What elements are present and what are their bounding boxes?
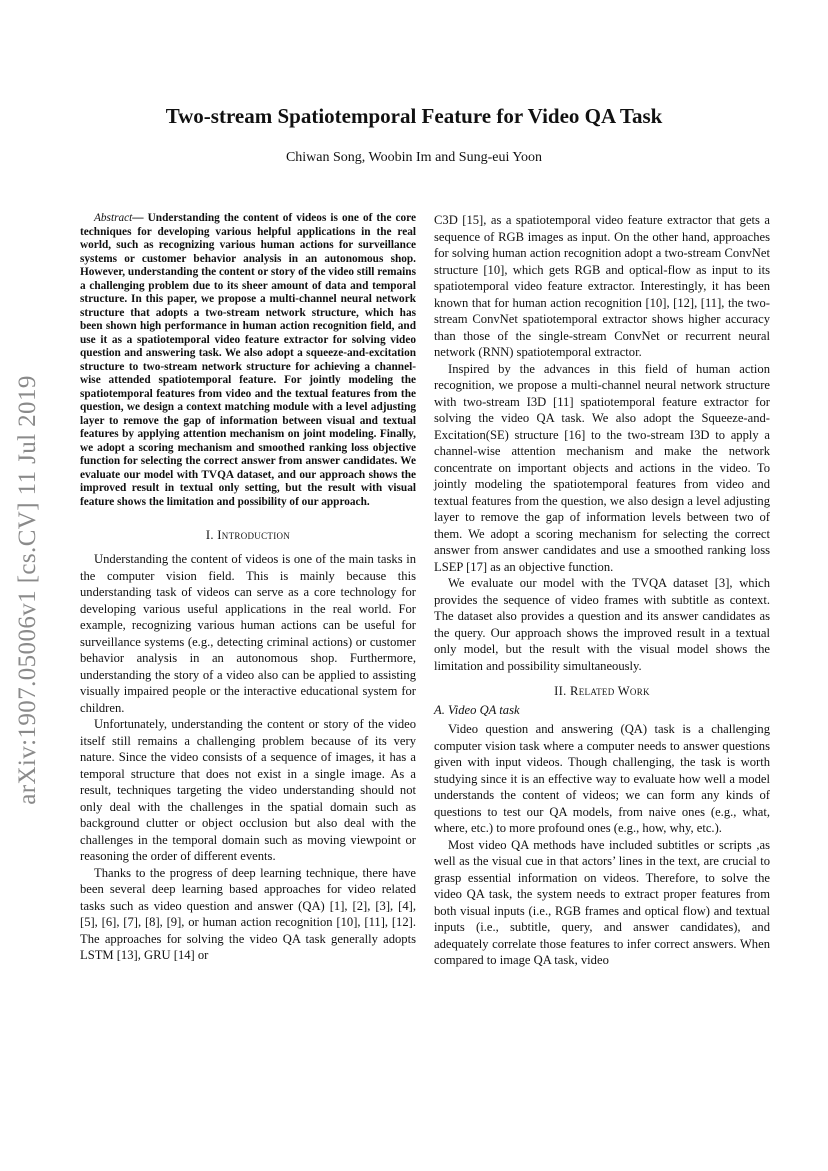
intro-paragraph-3: Thanks to the progress of deep learning technique, there have been several deep learning based approaches for video related tasks such as video question and answer (QA) [1], [2], [3], [4], [5], [6], [7], [8], [9], or human action recognition [10], [11], [12]. The approaches for solving the video QA task generally adopts LSTM [13], GRU [14] or: [80, 865, 416, 962]
section-numeral: I.: [205, 528, 218, 542]
abstract-text: — Understanding the content of videos is one of the core techniques for developing various helpful applications in the real world, such as recognizing various human actions for surveillance systems or customer behavior analysis in an autonomous shop. However, understanding the content or story of the video still remains a challenging problem due to its sheer amount of data and temporal structure. In this paper, we propose a multi-channel neural network structure that adopts a two-stream network structure, which has been shown high performance in human action recognition field, and use it as a spatiotemporal video feature extractor for solving video question and answering task. We also adopt a squeeze-and-excitation structure to two-stream network structure for achieving a channel-wise attended spatiotemporal feature. For jointly modeling the spatiotemporal features from video and the textual features from the question, we design a context matching module with a level adjusting layer to remove the gap of information between visual and textual features by applying attention mechanism on joint modeling. Finally, we adopt a scoring mechanism and smoothed ranking loss objective function for selecting the correct answer from answer candidates. We evaluate our model with TVQA dataset, and our approach shows the improved result in textual only setting, but the result with visual feature shows the limitation and possibility of our approach.: [80, 212, 416, 508]
paper-authors: Chiwan Song, Woobin Im and Sung-eui Yoon: [285, 150, 543, 165]
intro-paragraph-3-continued: C3D [15], as a spatiotemporal video feature extractor that gets a sequence of RGB images as input. On the other hand, approaches for solving human action recognition adopt a two-stream ConvNet structure [10], which gets RGB and optical-flow as input to its spatiotemporal video feature extractor. Interestingly, it has been known that for human action recognition [10], [12], [11], the two-stream ConvNet spatiotemporal extractor shows higher accuracy than those of the single-stream ConvNet or recurrent neural network (RNN) spatiotemporal extractor.: [434, 213, 770, 359]
intro-paragraph-2: Unfortunately, understanding the content or story of the video itself still remains a challenging problem because of its very nature. Since the video consists of a sequence of images, it has a temporal structure that does not exist in a single image. As a result, techniques targeting the video understanding should not only deal with the challenges in the spatial domain such as background clutter or object occlusion but also deal with the challenges in the temporal domain such as moving viewpoint or reasoning the order of different events.: [80, 717, 416, 863]
abstract-label: Abstract: [94, 212, 133, 224]
section-numeral: II.: [554, 684, 571, 698]
subsection-heading-video-qa: A. Video QA task: [434, 703, 520, 717]
intro-paragraph-1: Understanding the content of videos is one of the main tasks in the computer vision field. This is mainly because this understanding task of videos can serve as a core technology for developing various useful applications in the real world. For example, recognizing various human actions can be useful for surveillance systems (e.g., detecting criminal actions) or customer behavior analysis in an autonomous shop. Furthermore, understanding the story of a video also can be applied to assisting visually impaired people or the interactive educational system for children.: [80, 552, 416, 715]
related-paragraph-1: Video question and answering (QA) task is a challenging computer vision task where a computer needs to answer questions given with input videos. Though challenging, the task is worth studying since it is an effective way to evaluate how well a model understands the content of videos; we can form any kinds of questions to test our QA models, from naive ones (e.g., what, where, etc.) to more profound ones (e.g., how, why, etc.).: [434, 722, 770, 835]
abstract: [80, 212, 416, 509]
arxiv-identifier-text: arXiv:1907.05006v1 [cs.CV] 11 Jul 2019: [14, 375, 41, 805]
arxiv-identifier-stamp: [6, 330, 50, 850]
section-name: Related Work: [570, 684, 650, 698]
intro-paragraph-5: We evaluate our model with the TVQA dataset [3], which provides the sequence of video frames with subtitle as context. The dataset also provides a question and its answer candidates as the query. Our approach shows the improved result in a textual only model, but the result with the visual model shows the limitation and possibility simultaneously.: [434, 576, 770, 673]
section-heading-introduction: [80, 528, 416, 542]
section-name: Introduction: [217, 528, 291, 542]
related-paragraph-2: Most video QA methods have included subtitles or scripts ,as well as the visual cue in that actors’ lines in the text, are crucial to grasp essential information on videos. Therefore, to solve the video QA task, the system needs to extract proper features from both visual inputs (i.e., RGB frames and optical flow) and textual inputs (i.e., subtitle, query, and answer candidates), and adequately correlate those features to infer correct answers. When compared to image QA task, video: [434, 837, 770, 967]
paper-title: Two-stream Spatiotemporal Feature for Video QA Task: [165, 104, 663, 128]
section-heading-related-work: [434, 684, 770, 698]
left-column: [80, 212, 416, 964]
right-column: [434, 212, 770, 969]
intro-paragraph-4: Inspired by the advances in this field of human action recognition, we propose a multi-channel neural network structure with two-stream I3D [11] spatiotemporal feature extractor for solving the video QA task. We also adopt the Squeeze-and-Excitation(SE) structure [16] to the two-stream I3D to apply a channel-wise attention mechanism and make the network concentrate on important objects and actions in the video. To jointly modeling the spatiotemporal features from video and textual features from the question, we also design a level adjusting layer to remove the gap of information levels between two of them. We adopt a scoring mechanism for selecting the correct answer from answer candidates and use a smoothed ranking loss LSEP [17] as an objective function.: [434, 361, 770, 574]
